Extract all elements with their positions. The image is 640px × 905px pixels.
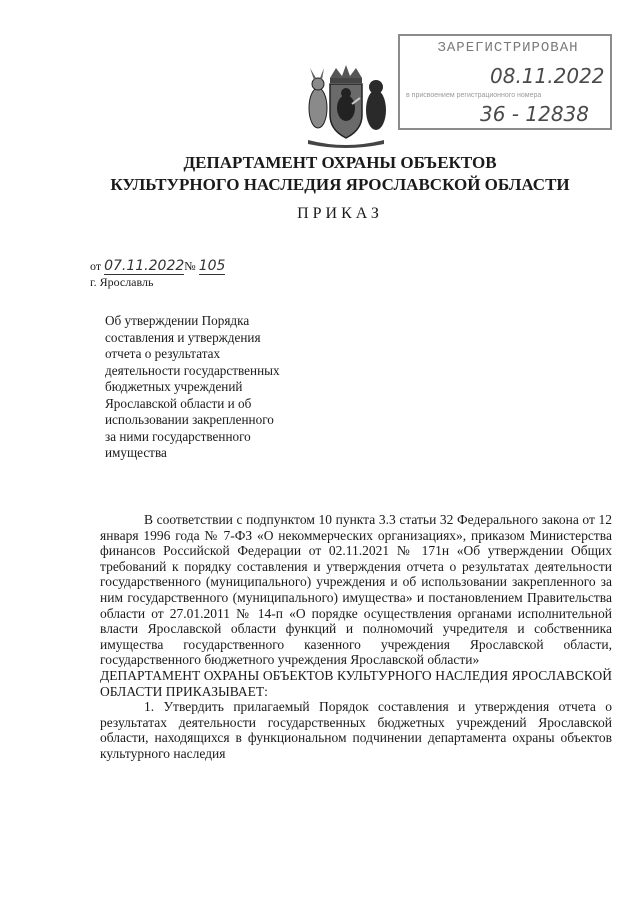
date-prefix: от: [90, 259, 102, 273]
order-city: г. Ярославль: [90, 275, 154, 289]
stamp-note: в присвоением регистрационного номера: [406, 92, 542, 99]
document-type: ПРИКАЗ: [297, 205, 383, 222]
order-date-line: [90, 258, 225, 274]
preamble-paragraph: В соответствии с подпунктом 10 пункта 3.3 статьи 32 Федерального закона от 12 января 1996 года № 7-ФЗ «О некоммерческих организациях», приказом Министерства финансов Российской Федерации от 02.11.2021 № 171н «Об утверждении Общих требований к порядку составления и утверждения отчета о результатах деятельности государственного (муниципального) учреждения и об использовании закрепленного за ним государственного (муниципального) имущества» и постановлением Правительства области от 27.01.2011 № 14-п «О порядке осуществления органами исполнительной власти Ярославской области функций и полномочий учредителя и собственника имущества государственного казенного учреждения Ярославской области, государственного бюджетного учреждения Ярославской области»: [100, 512, 612, 668]
order-body: [100, 512, 612, 762]
department-line-1: ДЕПАРТАМЕНТ ОХРАНЫ ОБЪЕКТОВ: [183, 153, 497, 172]
order-number: 105: [198, 258, 226, 274]
department-line-2: КУЛЬТУРНОГО НАСЛЕДИЯ ЯРОСЛАВСКОЙ ОБЛАСТИ: [110, 175, 570, 194]
order-subject: Об утверждении Порядка составления и утверждения отчета о результатах деятельности государственных бюджетных учреждений Ярославской области и об использовании закрепленного за ними государственного имущества: [105, 313, 280, 460]
orders-line: ДЕПАРТАМЕНТ ОХРАНЫ ОБЪЕКТОВ КУЛЬТУРНОГО НАСЛЕДИЯ ЯРОСЛАВСКОЙ ОБЛАСТИ ПРИКАЗЫВАЕТ:: [100, 667, 612, 699]
stamp-date: 08.11.2022: [490, 64, 605, 88]
item-1-paragraph: 1. Утвердить прилагаемый Порядок составления и утверждения отчета о результатах деятельности государственных бюджетных учреждений Ярославской области, находящихся в функциональном подчинении департамента охраны объектов культурного наследия: [100, 699, 612, 761]
stamp-title: ЗАРЕГИСТРИРОВАН: [437, 40, 579, 56]
stamp-number: 36 - 12838: [480, 102, 590, 126]
registration-stamp: [398, 34, 612, 130]
order-date: 07.11.2022: [104, 258, 185, 274]
coat-of-arms-emblem: [300, 60, 392, 150]
department-name: [60, 152, 620, 196]
number-sign: №: [184, 259, 196, 273]
